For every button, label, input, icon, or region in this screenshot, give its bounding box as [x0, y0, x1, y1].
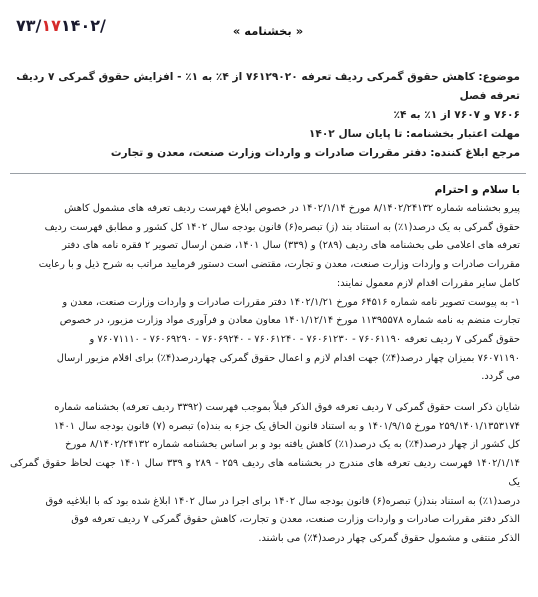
document-type-title: « بخشنامه » [232, 24, 304, 38]
paragraph-3-line: الذکر دفتر مقررات صادرات و واردات وزارت صنعت، معدن و تجارت، کاهش حقوق گمرکی ۷ ردیف تعرفه فوق [71, 514, 520, 526]
paragraph-3-line: الذکر منتفی و مشمول حقوق گمرکی چهار درصد(۴٪) می باشند. [258, 532, 520, 544]
paragraph-2-line: ۷۶۰۷۱۱۹۰ بمیزان چهار درصد(۴٪) جهت اقدام لازم و اعمال حقوق گمرکی چهاردرصد(۴٪) برای اقلام مزبور ارسال [56, 352, 520, 364]
paragraph-2-line: می گردد. [481, 371, 520, 383]
circular-year: ۱۴۰۲/ [60, 16, 106, 35]
paragraph-2-line: ۱- به پیوست تصویر نامه شماره ۶۴۵۱۶ مورخ ۱۴۰۲/۱/۲۱ دفتر مقررات صادرات و واردات وزارت صنعت، معدن و [62, 296, 520, 308]
paragraph-3-line: ۱۴۰۲/۱/۱۴ فهرست ردیف تعرفه های مندرج در بخشنامه های ردیف ۲۵۹ - ۲۸۹ و ۳۳۹ سال ۱۴۰۱ جهت لحاظ حقوق گمرکی یک [10, 458, 520, 488]
paragraph-1-line: حقوق گمرکی به یک درصد(۱٪) به استناد بند (ز) تبصره(۶) قانون بودجه سال ۱۴۰۲ کل کشور و مطابق فهرست ردیف [44, 221, 520, 233]
section-divider [10, 173, 526, 174]
issuer-line: مرجع ابلاغ کننده: دفتر مقررات صادرات و واردات وزارت صنعت، معدن و تجارت [110, 147, 520, 159]
document-header [10, 10, 526, 44]
paragraph-3-line: ۲۵۹/۱۴۰۱/۱۳۵۳۱۷۴ مورخ ۱۴۰۱/۹/۱۵ و به استناد قانون الحاق یک جزء به بند(ه) تبصره (۷) قانون بودجه سال ۱۴۰۱ [53, 420, 520, 432]
subject-line-2: ۷۶۰۶ و ۷۶۰۷ از ۱٪ به ۴٪ [393, 109, 520, 121]
paragraph-1-line: پیرو بخشنامه شماره ۸/۱۴۰۲/۲۴۱۳۲ مورخ ۱۴۰۲/۱/۱۴ در خصوص ابلاغ فهرست ردیف تعرفه های مشمول کاهش [64, 203, 520, 214]
circular-meta [10, 68, 526, 163]
circular-sep: / [35, 16, 42, 35]
paragraph-3-line: کل کشور از چهار درصد(۴٪) به یک درصد(۱٪) کاهش یافته بود و بر اساس بخشنامه شماره ۸/۱۴۰۲/۲۴۱۳۲ مورخ [65, 439, 520, 451]
paragraph-gap [10, 387, 520, 399]
salutation: با سلام و احترام [434, 184, 520, 196]
paragraph-1-line: مقررات صادرات و واردات وزارت صنعت، معدن و تجارت، مقتضی است دستور فرمایید مراتب به شرح ذیل و با رعایت [38, 259, 520, 271]
subject-line-1: موضوع: کاهش حقوق گمرکی ردیف تعرفه ۷۶۱۲۹۰۲۰ از ۴٪ به ۱٪ - افزایش حقوق گمرکی ۷ ردیف تعرفه فصل [16, 71, 520, 102]
paragraph-2-line: حقوق گمرکی ۷ ردیف تعرفه ۷۶۰۶۱۱۹۰ - ۷۶۰۶۱۲۳۰ - ۷۶۰۶۱۲۴۰ - ۷۶۰۶۹۲۴۰ - ۷۶۰۶۹۲۹۰ - ۷۶۰۷۱۱۱۰ و [89, 333, 520, 345]
paragraph-3-line: درصد(۱٪) به استناد بند(ز) تبصره(۶) قانون بودجه سال ۱۴۰۲ برای اجرا در سال ۱۴۰۲ ابلاغ شده بود که با ابلاغیه فوق [45, 495, 520, 507]
circular-body [10, 200, 526, 549]
paragraph-2-line: تجارت منضم به نامه شماره ۱۱۳۹۵۵۷۸ مورخ ۱۴۰۱/۱۲/۱۴ معاون معادن و فرآوری مواد وزارت مزبور، در خصوص [59, 315, 520, 327]
paragraph-1-line: کامل سایر مقررات اقدام لازم معمول نمایند: [336, 277, 520, 289]
paragraph-1-line: تعرفه های اعلامی طی بخشنامه های ردیف (۲۸۹) و (۳۳۹) سال ۱۴۰۱، ضمن ارسال تصویر ۲ فقره نامه های دفتر [62, 240, 520, 252]
validity-line: مهلت اعتبار بخشنامه: تا پایان سال ۱۴۰۲ [308, 128, 520, 140]
circular-month: ۱۷ [41, 16, 61, 35]
circular-seq: ۷۳ [16, 16, 36, 35]
paragraph-3-line: شایان ذکر است حقوق گمرکی ۷ ردیف تعرفه فوق الذکر قبلاً بموجب فهرست (۳۳۹۲ ردیف تعرفه) بخشنامه شماره [54, 402, 520, 414]
